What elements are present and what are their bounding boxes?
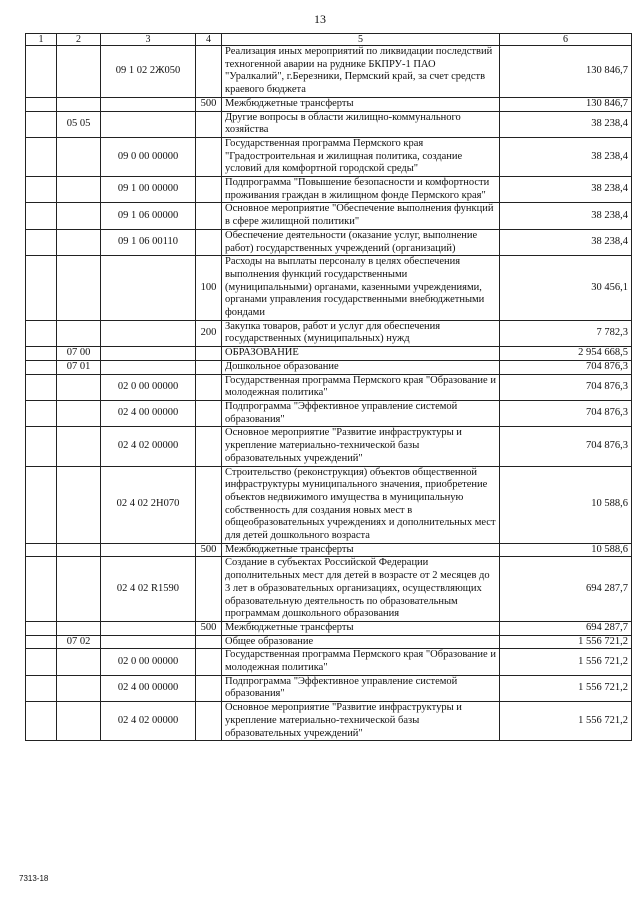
cell-expense-type: 500 — [196, 543, 222, 557]
cell-description: Межбюджетные трансферты — [222, 97, 500, 111]
cell-amount: 704 876,3 — [500, 360, 632, 374]
cell-section-code — [57, 621, 101, 635]
cell-amount: 1 556 721,2 — [500, 675, 632, 701]
budget-table — [25, 33, 632, 741]
table-row — [26, 360, 632, 374]
cell-col-1 — [26, 466, 57, 543]
cell-description: Общее образование — [222, 635, 500, 649]
cell-amount: 30 456,1 — [500, 256, 632, 321]
table-row — [26, 621, 632, 635]
cell-description: ОБРАЗОВАНИЕ — [222, 347, 500, 361]
cell-section-code: 07 01 — [57, 360, 101, 374]
cell-col-1 — [26, 97, 57, 111]
cell-expense-type — [196, 111, 222, 137]
cell-description: Расходы на выплаты персоналу в целях обеспечения выполнения функций государственными (муниципальными) органами, казенными учреждениями, органами управления государственными внебюджетными фондами — [222, 256, 500, 321]
cell-amount: 2 954 668,5 — [500, 347, 632, 361]
table-row — [26, 466, 632, 543]
cell-expense-type: 200 — [196, 320, 222, 346]
cell-expense-type — [196, 137, 222, 176]
header-col-5: 5 — [222, 34, 500, 46]
cell-section-code — [57, 557, 101, 622]
table-row — [26, 635, 632, 649]
cell-section-code — [57, 374, 101, 400]
cell-description: Реализация иных мероприятий по ликвидации последствий техногенной аварии на руднике БКПРУ-1 ПАО "Уралкалий", г.Березники, Пермский край, за счет средств краевого бюджета — [222, 46, 500, 98]
cell-section-code — [57, 320, 101, 346]
cell-col-1 — [26, 177, 57, 203]
cell-expense-type: 500 — [196, 621, 222, 635]
cell-amount: 704 876,3 — [500, 427, 632, 466]
cell-target-code — [101, 347, 196, 361]
cell-expense-type — [196, 427, 222, 466]
cell-section-code — [57, 543, 101, 557]
table-row — [26, 203, 632, 229]
cell-col-1 — [26, 374, 57, 400]
cell-target-code: 02 0 00 00000 — [101, 649, 196, 675]
cell-description: Основное мероприятие "Развитие инфраструктуры и укрепление материально-технической базы образовательных учреждений" — [222, 427, 500, 466]
cell-col-1 — [26, 360, 57, 374]
cell-section-code — [57, 177, 101, 203]
table-body — [26, 46, 632, 741]
cell-col-1 — [26, 543, 57, 557]
header-col-6: 6 — [500, 34, 632, 46]
cell-expense-type — [196, 347, 222, 361]
cell-target-code — [101, 111, 196, 137]
header-col-2: 2 — [57, 34, 101, 46]
table-row — [26, 320, 632, 346]
cell-section-code — [57, 256, 101, 321]
cell-section-code — [57, 229, 101, 255]
cell-description: Строительство (реконструкция) объектов общественной инфраструктуры муниципального значения, приобретение объектов недвижимого имущества в муниципальную собственность для создания новых мест в общеобразовательных учреждениях и дополнительных мест для детей дошкольного возраста — [222, 466, 500, 543]
cell-col-1 — [26, 400, 57, 426]
cell-description: Межбюджетные трансферты — [222, 621, 500, 635]
cell-expense-type — [196, 46, 222, 98]
cell-description: Подпрограмма "Повышение безопасности и комфортности проживания граждан в жилищном фонде Пермского края" — [222, 177, 500, 203]
cell-target-code: 09 0 00 00000 — [101, 137, 196, 176]
cell-col-1 — [26, 557, 57, 622]
cell-description: Государственная программа Пермского края "Образование и молодежная политика" — [222, 374, 500, 400]
cell-section-code: 05 05 — [57, 111, 101, 137]
cell-target-code: 02 4 02 2Н070 — [101, 466, 196, 543]
cell-expense-type — [196, 177, 222, 203]
cell-target-code: 09 1 00 00000 — [101, 177, 196, 203]
cell-section-code — [57, 702, 101, 741]
cell-expense-type — [196, 203, 222, 229]
cell-expense-type: 100 — [196, 256, 222, 321]
cell-section-code — [57, 400, 101, 426]
cell-amount: 694 287,7 — [500, 557, 632, 622]
cell-target-code — [101, 256, 196, 321]
cell-target-code — [101, 360, 196, 374]
cell-section-code — [57, 466, 101, 543]
cell-amount: 1 556 721,2 — [500, 702, 632, 741]
table-row — [26, 347, 632, 361]
table-row — [26, 229, 632, 255]
cell-target-code: 02 4 02 R1590 — [101, 557, 196, 622]
cell-description: Подпрограмма "Эффективное управление системой образования" — [222, 675, 500, 701]
cell-section-code — [57, 675, 101, 701]
cell-description: Межбюджетные трансферты — [222, 543, 500, 557]
document-code: 7313-18 — [19, 874, 49, 883]
table-row — [26, 427, 632, 466]
cell-amount: 7 782,3 — [500, 320, 632, 346]
cell-description: Создание в субъектах Российской Федерации дополнительных мест для детей в возрасте от 2 месяцев до 3 лет в образовательных организациях, осуществляющих образовательную деятельность по образовательным программам дошкольного образования — [222, 557, 500, 622]
cell-amount: 704 876,3 — [500, 400, 632, 426]
cell-target-code — [101, 97, 196, 111]
table-row — [26, 97, 632, 111]
cell-col-1 — [26, 635, 57, 649]
cell-description: Дошкольное образование — [222, 360, 500, 374]
table-row — [26, 374, 632, 400]
cell-target-code — [101, 621, 196, 635]
table-row — [26, 543, 632, 557]
cell-section-code — [57, 46, 101, 98]
cell-description: Подпрограмма "Эффективное управление системой образования" — [222, 400, 500, 426]
cell-col-1 — [26, 621, 57, 635]
cell-description: Государственная программа Пермского края "Градостроительная и жилищная политика, создание условий для комфортной городской среды" — [222, 137, 500, 176]
cell-col-1 — [26, 427, 57, 466]
cell-description: Основное мероприятие "Развитие инфраструктуры и укрепление материально-технической базы образовательных учреждений" — [222, 702, 500, 741]
cell-col-1 — [26, 702, 57, 741]
cell-description: Другие вопросы в области жилищно-коммунального хозяйства — [222, 111, 500, 137]
cell-col-1 — [26, 229, 57, 255]
cell-target-code: 02 4 02 00000 — [101, 702, 196, 741]
table-row — [26, 675, 632, 701]
cell-amount: 38 238,4 — [500, 229, 632, 255]
cell-amount: 38 238,4 — [500, 137, 632, 176]
cell-expense-type — [196, 635, 222, 649]
cell-section-code — [57, 137, 101, 176]
cell-expense-type — [196, 466, 222, 543]
cell-expense-type — [196, 360, 222, 374]
cell-expense-type — [196, 702, 222, 741]
cell-amount: 130 846,7 — [500, 46, 632, 98]
cell-description: Государственная программа Пермского края "Образование и молодежная политика" — [222, 649, 500, 675]
cell-target-code — [101, 635, 196, 649]
cell-description: Основное мероприятие "Обеспечение выполнения функций в сфере жилищной политики" — [222, 203, 500, 229]
cell-section-code — [57, 203, 101, 229]
cell-expense-type — [196, 557, 222, 622]
cell-expense-type — [196, 400, 222, 426]
table-row — [26, 46, 632, 98]
header-col-1: 1 — [26, 34, 57, 46]
cell-section-code — [57, 427, 101, 466]
cell-amount: 38 238,4 — [500, 177, 632, 203]
cell-target-code — [101, 320, 196, 346]
cell-amount: 704 876,3 — [500, 374, 632, 400]
cell-target-code: 02 0 00 00000 — [101, 374, 196, 400]
header-col-4: 4 — [196, 34, 222, 46]
cell-target-code: 02 4 00 00000 — [101, 400, 196, 426]
cell-col-1 — [26, 649, 57, 675]
table-row — [26, 111, 632, 137]
cell-amount: 10 588,6 — [500, 466, 632, 543]
cell-col-1 — [26, 46, 57, 98]
cell-col-1 — [26, 347, 57, 361]
cell-description: Обеспечение деятельности (оказание услуг, выполнение работ) государственных учреждений (организаций) — [222, 229, 500, 255]
cell-amount: 130 846,7 — [500, 97, 632, 111]
cell-amount: 38 238,4 — [500, 203, 632, 229]
cell-expense-type — [196, 675, 222, 701]
cell-target-code: 02 4 02 00000 — [101, 427, 196, 466]
table-row — [26, 649, 632, 675]
cell-section-code — [57, 649, 101, 675]
cell-amount: 1 556 721,2 — [500, 635, 632, 649]
cell-target-code: 09 1 06 00110 — [101, 229, 196, 255]
cell-col-1 — [26, 203, 57, 229]
page-number: 13 — [314, 12, 326, 26]
cell-col-1 — [26, 675, 57, 701]
cell-target-code: 02 4 00 00000 — [101, 675, 196, 701]
cell-target-code — [101, 543, 196, 557]
table-row — [26, 557, 632, 622]
cell-amount: 38 238,4 — [500, 111, 632, 137]
cell-section-code: 07 02 — [57, 635, 101, 649]
header-col-3: 3 — [101, 34, 196, 46]
table-header-row — [26, 34, 632, 46]
cell-expense-type: 500 — [196, 97, 222, 111]
cell-amount: 694 287,7 — [500, 621, 632, 635]
cell-expense-type — [196, 649, 222, 675]
table-row — [26, 137, 632, 176]
cell-expense-type — [196, 374, 222, 400]
cell-col-1 — [26, 320, 57, 346]
cell-target-code: 09 1 06 00000 — [101, 203, 196, 229]
cell-description: Закупка товаров, работ и услуг для обеспечения государственных (муниципальных) нужд — [222, 320, 500, 346]
cell-col-1 — [26, 256, 57, 321]
cell-col-1 — [26, 137, 57, 176]
table-row — [26, 702, 632, 741]
cell-expense-type — [196, 229, 222, 255]
cell-amount: 10 588,6 — [500, 543, 632, 557]
cell-target-code: 09 1 02 2Ж050 — [101, 46, 196, 98]
cell-section-code — [57, 97, 101, 111]
table-row — [26, 177, 632, 203]
cell-section-code: 07 00 — [57, 347, 101, 361]
cell-col-1 — [26, 111, 57, 137]
table-row — [26, 400, 632, 426]
cell-amount: 1 556 721,2 — [500, 649, 632, 675]
table-row — [26, 256, 632, 321]
